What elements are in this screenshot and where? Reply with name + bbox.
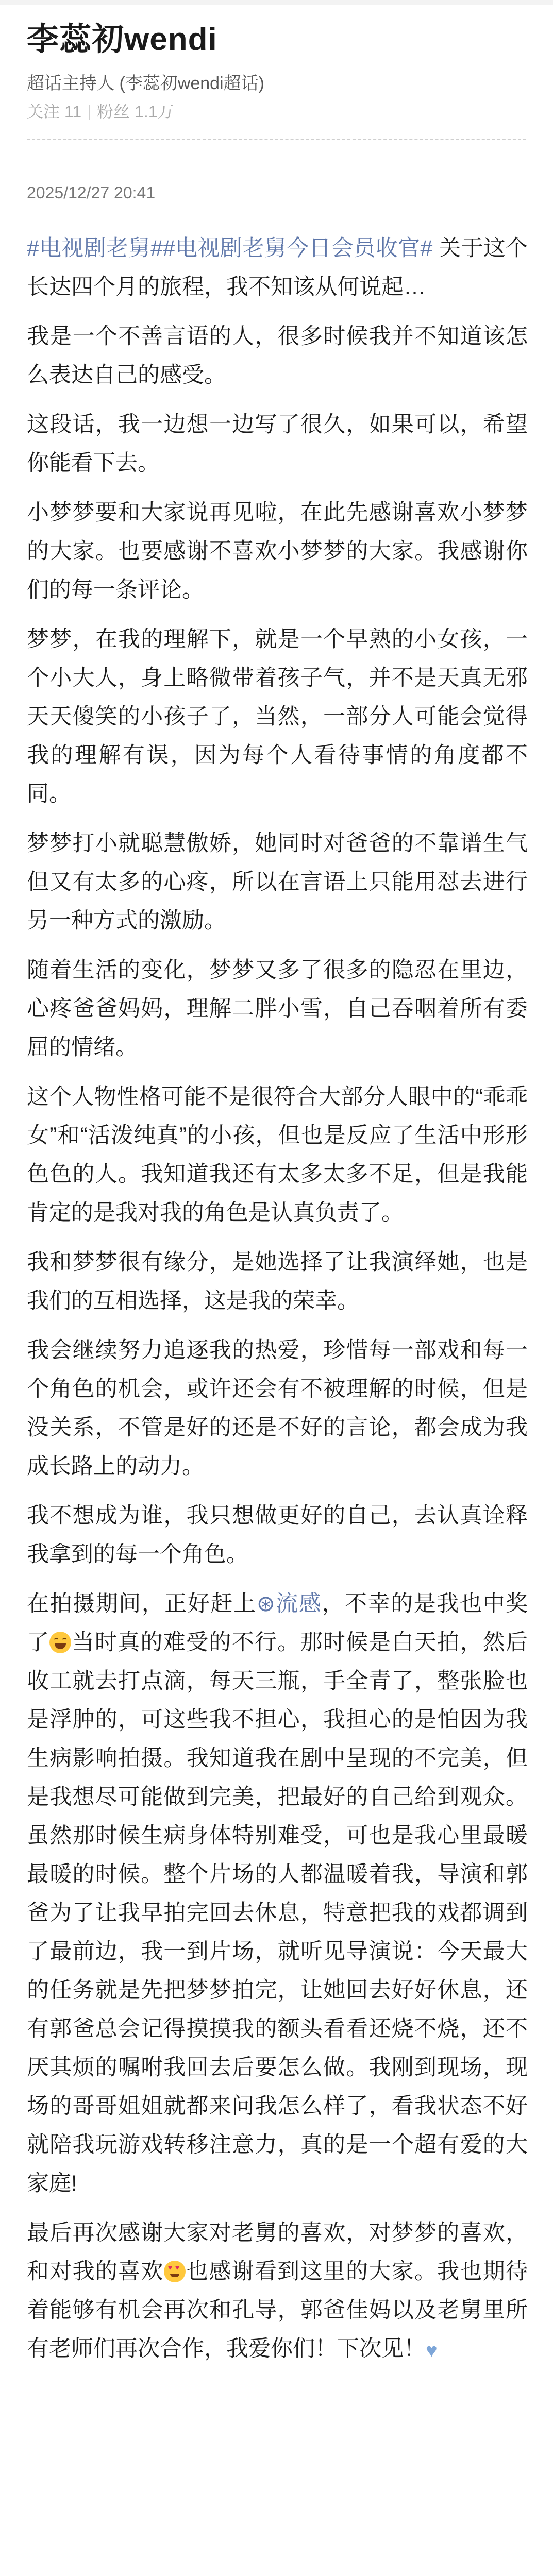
- post-paragraph-7: 随着生活的变化，梦梦又多了很多的隐忍在里边，心疼爸爸妈妈，理解二胖小雪，自己吞咽着所有委屈的情绪。: [27, 958, 528, 1060]
- paragraph-text: 在拍摄期间，正好赶上: [27, 1591, 257, 1616]
- post-time: 2025/12/27 20:41: [27, 183, 156, 202]
- header-divider: [27, 139, 526, 140]
- author-name[interactable]: 李蕊初wendi: [27, 22, 217, 57]
- paragraph-text: 也感谢看到这里的大家。我也期待着能够有机会再次和孔导，郭爸佳妈以及老舅里所有老师们再次合作，我爱你们！下次见！: [27, 2259, 528, 2361]
- fans-count[interactable]: 1.1万: [135, 103, 174, 121]
- author-stats: [27, 99, 174, 123]
- post-paragraph-1: [27, 229, 528, 307]
- fans-label: 粉丝: [97, 103, 130, 121]
- following-label: 关注: [27, 103, 60, 121]
- heart-eyes-emoji: [164, 2261, 186, 2282]
- post-paragraph-3: 这段话，我一边想一边写了很久，如果可以，希望你能看下去。: [27, 412, 528, 476]
- author-role: 超话主持人 (李蕊初wendi超话): [27, 74, 264, 93]
- following-count[interactable]: 11: [64, 103, 82, 121]
- top-bar: [0, 0, 553, 5]
- post-paragraph-11: 我不想成为谁，我只想做更好的自己，去认真诠释我拿到的每一个角色。: [27, 1503, 528, 1567]
- laughing-emoji: [49, 1632, 71, 1653]
- post-body: [27, 229, 528, 2381]
- post-paragraph-2: 我是一个不善言语的人，很多时候我并不知道该怎么表达自己的感受。: [27, 324, 528, 387]
- paragraph-text: ，不幸的是我也中奖了: [27, 1591, 528, 1655]
- paragraph-text: 当时真的难受的不行。那时候是白天拍，然后收工就去打点滴，每天三瓶，手全青了，整张脸也是浮肿的，可这些我不担心，我担心的是怕因为我生病影响拍摄。我知道我在剧中呈现的不完美，但是我想尽可能做到完美，把最好的自己给到观众。虽然那时候生病身体特别难受，可也是我心里最暖最暖的时候。整个片场的人都温暖着我，导演和郭爸为了让我早拍完回去休息，特意把我的戏都调到了最前边，我一到片场，就听见导演说：今天最大的任务就是先把梦梦拍完，让她回去好好休息，还有郭爸总会记得摸摸我的额头看看还烧不烧，还不厌其烦的嘱咐我回去后要怎么做。我刚到现场，现场的哥哥姐姐就都来问我怎么样了，看我状态不好就陪我玩游戏转移注意力，真的是一个超有爱的大家庭!: [27, 1630, 528, 2196]
- post-paragraph-13: [27, 2214, 528, 2370]
- paragraph-text: 关于这个长达四个月的旅程，我不知该从何说起…: [27, 236, 528, 299]
- post-paragraph-6: 梦梦打小就聪慧傲娇，她同时对爸爸的不靠谱生气但又有太多的心疼，所以在言语上只能用怼去进行另一种方式的激励。: [27, 831, 528, 933]
- post-paragraph-8: 这个人物性格可能不是很符合大部分人眼中的“乖乖女”和“活泼纯真”的小孩，但也是反应了生活中形形色色的人。我知道我还有太多太多不足，但是我能肯定的是我对我的角色是认真负责了。: [27, 1084, 528, 1225]
- mention-text: 流感: [275, 1591, 322, 1616]
- post-paragraph-10: 我会继续努力追逐我的热爱，珍惜每一部戏和每一个角色的机会，或许还会有不被理解的时候，但是没关系，不管是好的还是不好的言论，都会成为我成长路上的动力。: [27, 1338, 528, 1479]
- post-paragraph-12: [27, 1585, 528, 2203]
- paragraph-text: 最后再次感谢大家对老舅的喜欢，对梦梦的喜欢，和对我的喜欢: [27, 2221, 528, 2284]
- post-paragraph-4: 小梦梦要和大家说再见啦，在此先感谢喜欢小梦梦的大家。也要感谢不喜欢小梦梦的大家。我感谢你们的每一条评论。: [27, 500, 528, 602]
- mention-icon: ⊛: [256, 1591, 275, 1616]
- post-paragraph-9: 我和梦梦很有缘分，是她选择了让我演绎她，也是我们的互相选择，这是我的荣幸。: [27, 1250, 528, 1313]
- post-paragraph-5: 梦梦，在我的理解下，就是一个早熟的小女孩，一个小大人，身上略微带着孩子气，并不是天真无邪天天傻笑的小孩子了，当然，一部分人可能会觉得我的理解有误，因为每个人看待事情的角度都不同。: [27, 627, 528, 806]
- stats-divider: [89, 105, 90, 120]
- topic-tag-laojiu[interactable]: #电视剧老舅#: [27, 236, 163, 261]
- topic-tag-finale[interactable]: #电视剧老舅今日会员收官#: [163, 236, 433, 261]
- mention-link[interactable]: [257, 1591, 322, 1616]
- blue-heart-icon: ♥: [426, 2340, 438, 2362]
